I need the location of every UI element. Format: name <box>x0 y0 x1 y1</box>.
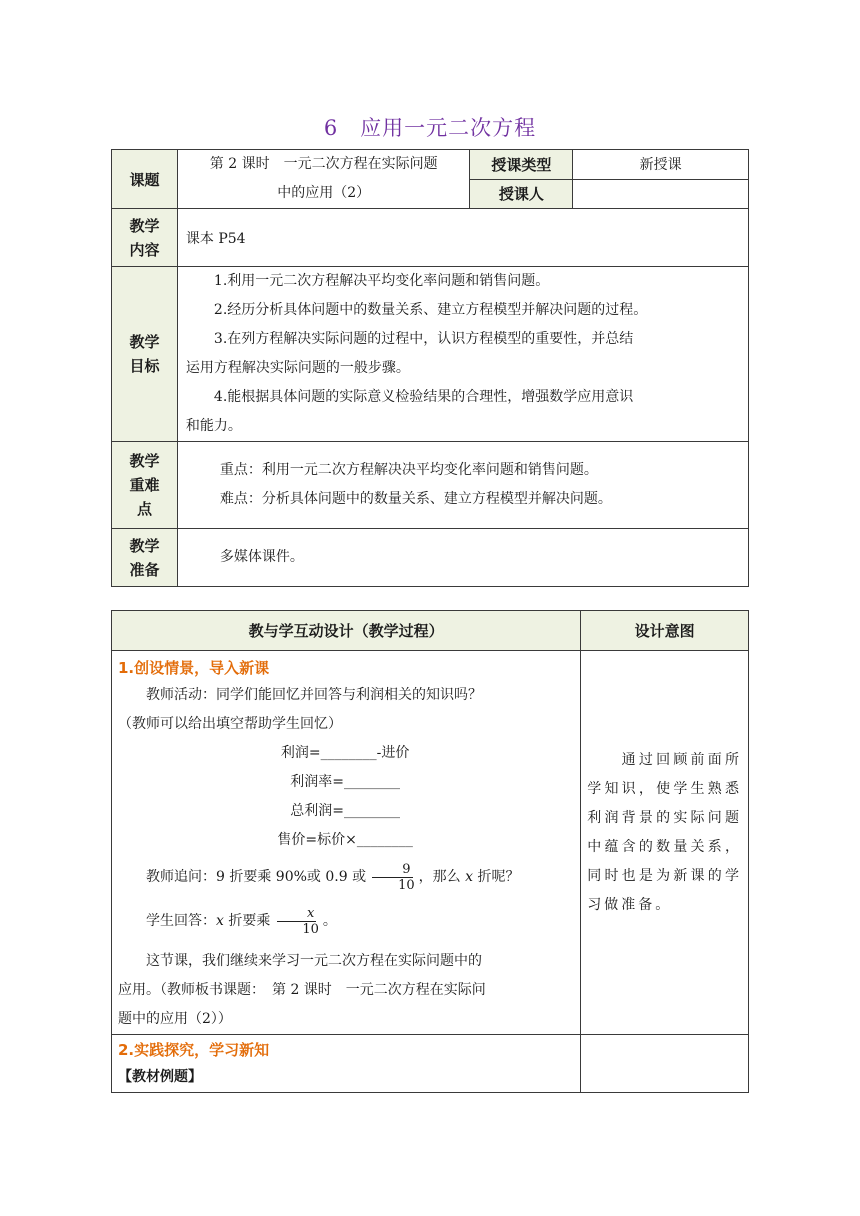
topic-value <box>177 150 470 209</box>
goal-item: 和能力。 <box>185 418 242 434</box>
followup-text: 折呢？ <box>477 869 520 885</box>
lesson-type-value: 新授课 <box>573 150 749 180</box>
intent-cell <box>581 651 749 1035</box>
teacher-activity-note: （教师可以给出填空帮助学生回忆） <box>118 716 342 732</box>
goal-item: 2.经历分析具体问题中的数量关系、建立方程模型并解决问题的过程。 <box>213 302 648 318</box>
teacher-activity: 教师活动：同学们能回忆并回答与利润相关的知识吗？ <box>146 687 482 703</box>
topic-value-line-2: 中的应用（2） <box>277 185 371 201</box>
answer-text: 学生回答： <box>146 913 216 929</box>
key-point: 重点：利用一元二次方程解决决平均变化率问题和销售问题。 <box>219 462 598 478</box>
section-1-title: 1.创设情景，导入新课 <box>118 659 270 677</box>
fraction-numerator: x <box>277 906 316 922</box>
section-2-title: 2.实践探究，学习新知 <box>118 1041 270 1059</box>
prep-cell <box>177 529 748 587</box>
goal-label-line-1: 教学 <box>129 333 160 351</box>
lesson-info-table <box>111 149 749 587</box>
goal-item: 1.利用一元二次方程解决平均变化率问题和销售问题。 <box>213 273 550 289</box>
fraction-denominator: 10 <box>302 921 319 937</box>
intent-cell-2 <box>581 1035 749 1093</box>
answer-text: 。 <box>322 913 337 929</box>
content-label-line-1: 教学 <box>129 216 160 235</box>
key-points-cell <box>177 442 748 529</box>
prep-label-line-2: 准备 <box>129 560 160 579</box>
content-label <box>112 209 178 267</box>
student-answer <box>118 899 572 943</box>
key-points-label <box>112 442 178 529</box>
teacher-label: 授课人 <box>470 179 573 209</box>
fraction-numerator: 9 <box>372 862 412 878</box>
prep-label <box>112 529 178 587</box>
topic-value-line-1: 第 2 课时 一元二次方程在实际问题 <box>209 156 438 172</box>
fraction-x-10 <box>272 906 321 937</box>
content-label-line-2: 内容 <box>129 240 160 259</box>
followup-text: ，那么 <box>418 869 461 885</box>
intent-text: 通过回顾前面所学知识，使学生熟悉利润背景的实际问题中蕴含的数量关系，同时也是为新课的学习做准备。 <box>587 751 742 913</box>
formula-profit: 利润=________-进价 <box>280 745 410 761</box>
teacher-value <box>573 179 749 209</box>
key-label-line-2: 重难 <box>129 476 160 494</box>
page-title: 6 应用一元二次方程 <box>323 116 537 140</box>
goal-label-line-2: 目标 <box>129 357 160 375</box>
key-label-line-1: 教学 <box>129 452 160 470</box>
teacher-followup <box>118 855 572 899</box>
goal-item: 3.在列方程解决实际问题的过程中，认识方程模型的重要性，并总结 <box>213 331 634 347</box>
followup-text: 教师追问：9 折要乘 90%或 0.9 或 <box>146 869 367 885</box>
prep-value: 多媒体课件。 <box>219 549 304 565</box>
process-table <box>111 610 749 1093</box>
topic-label: 课题 <box>112 150 178 209</box>
content-value: 课本 P54 <box>177 209 748 267</box>
prep-label-line-1: 教学 <box>129 536 160 555</box>
lesson-type-label: 授课类型 <box>470 150 573 180</box>
section-2-subtitle: 【教材例题】 <box>118 1069 202 1085</box>
intent-header: 设计意图 <box>581 611 749 651</box>
formula-profit-rate: 利润率=________ <box>290 774 400 790</box>
continue-line-2: 应用。（教师板书课题： 第 2 课时 一元二次方程在实际问 <box>118 982 486 998</box>
fraction-9-10 <box>368 862 417 893</box>
goals-cell <box>177 267 748 442</box>
key-label-line-3: 点 <box>136 500 152 518</box>
formula-price: 售价=标价×________ <box>277 832 413 848</box>
formula-total-profit: 总利润=________ <box>290 803 400 819</box>
continue-line-3: 题中的应用（2）） <box>118 1011 232 1027</box>
variable-x: x <box>216 913 224 929</box>
continue-line-1: 这节课，我们继续来学习一元二次方程在实际问题中的 <box>146 953 482 969</box>
answer-text: 折要乘 <box>228 913 271 929</box>
variable-x: x <box>465 869 473 885</box>
difficult-point: 难点：分析具体问题中的数量关系、建立方程模型并解决问题。 <box>219 491 612 507</box>
process-cell-2 <box>112 1035 581 1093</box>
process-header: 教与学互动设计（教学过程） <box>112 611 581 651</box>
goal-label <box>112 267 178 442</box>
goal-item: 4.能根据具体问题的实际意义检验结果的合理性，增强数学应用意识 <box>213 389 634 405</box>
process-cell-1 <box>112 651 581 1035</box>
goal-item: 运用方程解决实际问题的一般步骤。 <box>185 360 410 376</box>
fraction-denominator: 10 <box>398 877 415 893</box>
